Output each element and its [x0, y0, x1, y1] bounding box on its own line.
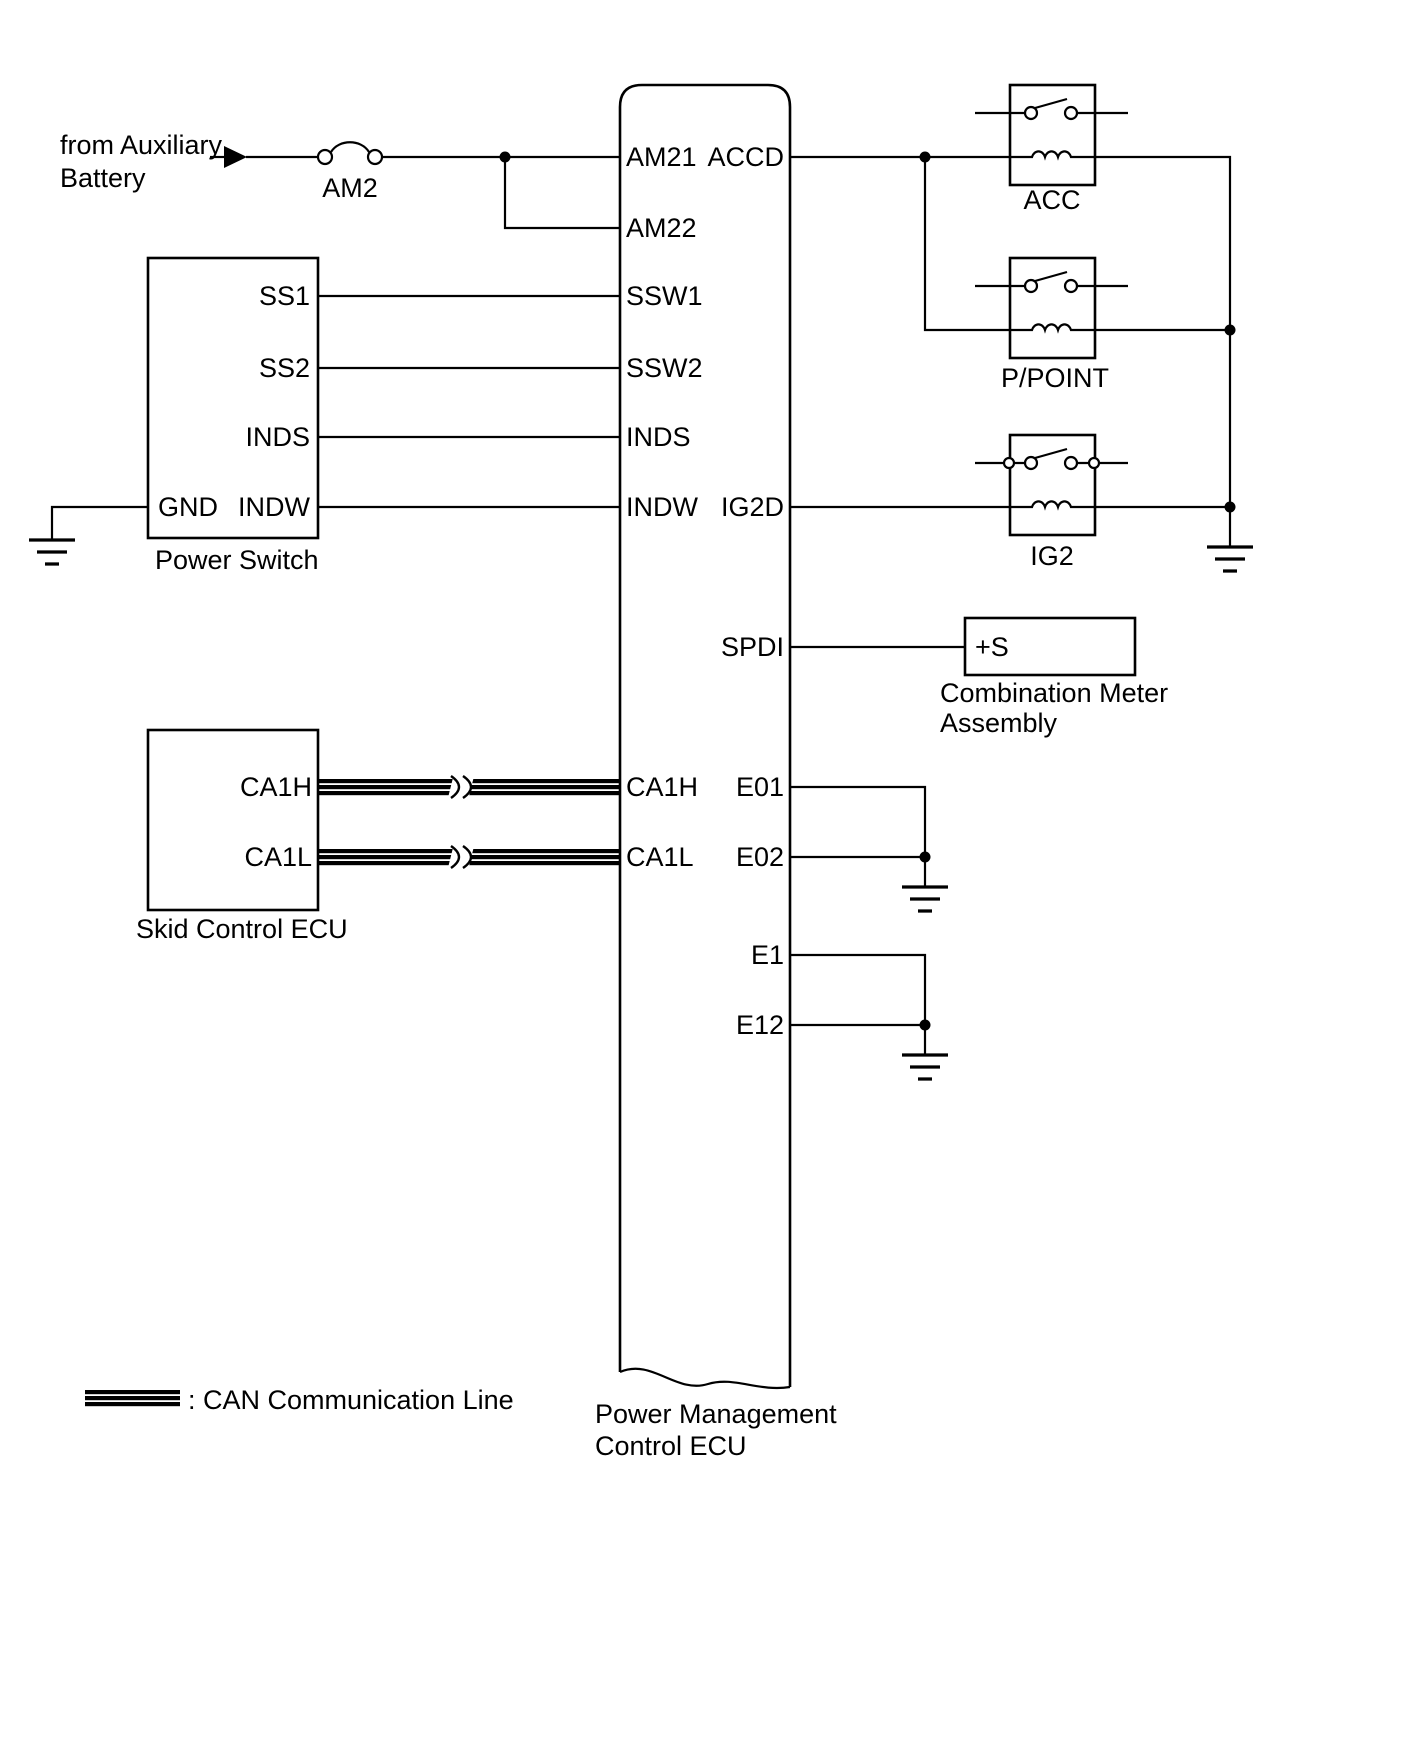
junction-dot — [1225, 502, 1236, 513]
can-line-ca1h — [318, 771, 620, 803]
meter-title-line1: Combination Meter — [940, 678, 1169, 708]
ig2-relay — [1004, 435, 1099, 535]
ground-symbol-relays — [1207, 547, 1253, 571]
wire-e01 — [790, 787, 925, 857]
acc-relay — [1010, 85, 1095, 185]
ecu-pin-ssw1: SSW1 — [626, 281, 703, 311]
acc-coil — [1010, 151, 1095, 157]
ecu-pin-am22: AM22 — [626, 213, 697, 243]
meter-pin-s: +S — [975, 632, 1009, 662]
ig2-contact-outer-right — [1089, 458, 1099, 468]
source-label-line1: from Auxiliary — [60, 130, 223, 160]
ppoint-relay — [1010, 258, 1095, 358]
ecu-pin-e01: E01 — [735, 772, 784, 802]
skid-control-box — [148, 730, 318, 910]
ecu-pin-e1: E1 — [750, 940, 784, 970]
ecu-pin-accd: ACCD — [707, 142, 784, 172]
ecu-pin-ca1l: CA1L — [626, 842, 694, 872]
ppoint-coil — [1010, 324, 1095, 330]
ppoint-contact-right — [1065, 280, 1077, 292]
junction-dot — [1225, 325, 1236, 336]
ppoint-switch-blade — [1035, 272, 1067, 281]
powerswitch-pin-ss1: SS1 — [258, 281, 310, 311]
ig2-relay-box — [1010, 435, 1095, 535]
wire-e12 — [790, 1025, 925, 1055]
legend-label: : CAN Communication Line — [188, 1385, 514, 1415]
powerswitch-title: Power Switch — [155, 545, 319, 575]
ecu-pin-indw: INDW — [626, 492, 698, 522]
powerswitch-pin-gnd: GND — [158, 492, 218, 522]
ecu-title-line2: Control ECU — [595, 1431, 747, 1461]
ig2-relay-label: IG2 — [1030, 541, 1074, 571]
can-line-ca1l — [318, 841, 620, 873]
fuse-symbol — [318, 142, 382, 164]
ecu-torn-edge — [620, 1369, 790, 1388]
wire-acc-right — [1095, 157, 1230, 547]
acc-relay-label: ACC — [1023, 185, 1081, 215]
acc-contact-right — [1065, 107, 1077, 119]
wire-e02 — [790, 857, 925, 887]
wire-accd-ppoint — [925, 157, 1010, 330]
junction-dot — [920, 152, 931, 163]
ecu-pin-ig2d: IG2D — [720, 492, 784, 522]
acc-relay-box — [1010, 85, 1095, 185]
ig2-contact-right — [1065, 457, 1077, 469]
wire-gnd-powerswitch — [52, 507, 148, 540]
ground-symbol-e02 — [902, 887, 948, 911]
ecu-pin-e12: E12 — [735, 1010, 784, 1040]
powerswitch-pin-ss2: SS2 — [258, 353, 310, 383]
ig2-contact-left — [1025, 457, 1037, 469]
ecu-pin-e02: E02 — [735, 842, 784, 872]
ground-symbol-e12 — [902, 1055, 948, 1079]
acc-contact-left — [1025, 107, 1037, 119]
junction-dot — [500, 152, 511, 163]
powerswitch-pin-indw: INDW — [238, 492, 310, 522]
ig2-contact-outer-left — [1004, 458, 1014, 468]
ecu-title-line1: Power Management — [595, 1399, 837, 1429]
ppoint-contact-left — [1025, 280, 1037, 292]
junction-dot — [920, 1020, 931, 1031]
ground-symbol-powerswitch — [29, 540, 75, 564]
wire-branch-am22 — [505, 157, 620, 228]
ecu-pin-inds: INDS — [626, 422, 691, 452]
battery-arrow-icon — [224, 146, 247, 168]
ppoint-relay-label: P/POINT — [1000, 363, 1110, 393]
ecu-pin-ssw2: SSW2 — [626, 353, 703, 383]
meter-title-line2: Assembly — [940, 708, 1058, 738]
powerswitch-pin-inds: INDS — [245, 422, 310, 452]
junction-dot — [920, 852, 931, 863]
ppoint-relay-box — [1010, 258, 1095, 358]
skid-title: Skid Control ECU — [136, 914, 348, 944]
skid-pin-ca1h: CA1H — [239, 772, 312, 802]
legend-can-band — [85, 1390, 180, 1406]
ecu-pin-spdi: SPDI — [720, 632, 784, 662]
ig2-coil — [1010, 501, 1095, 507]
ig2-switch-blade — [1035, 449, 1067, 458]
acc-switch-blade — [1035, 99, 1067, 108]
ecu-pin-am21: AM21 — [626, 142, 697, 172]
skid-pin-ca1l: CA1L — [244, 842, 312, 872]
fuse-label: AM2 — [322, 173, 378, 203]
wire-e1 — [790, 955, 925, 1025]
junction-dots — [500, 152, 1236, 1031]
ecu-pin-ca1h: CA1H — [626, 772, 699, 802]
source-label-line2: Battery — [60, 163, 146, 193]
